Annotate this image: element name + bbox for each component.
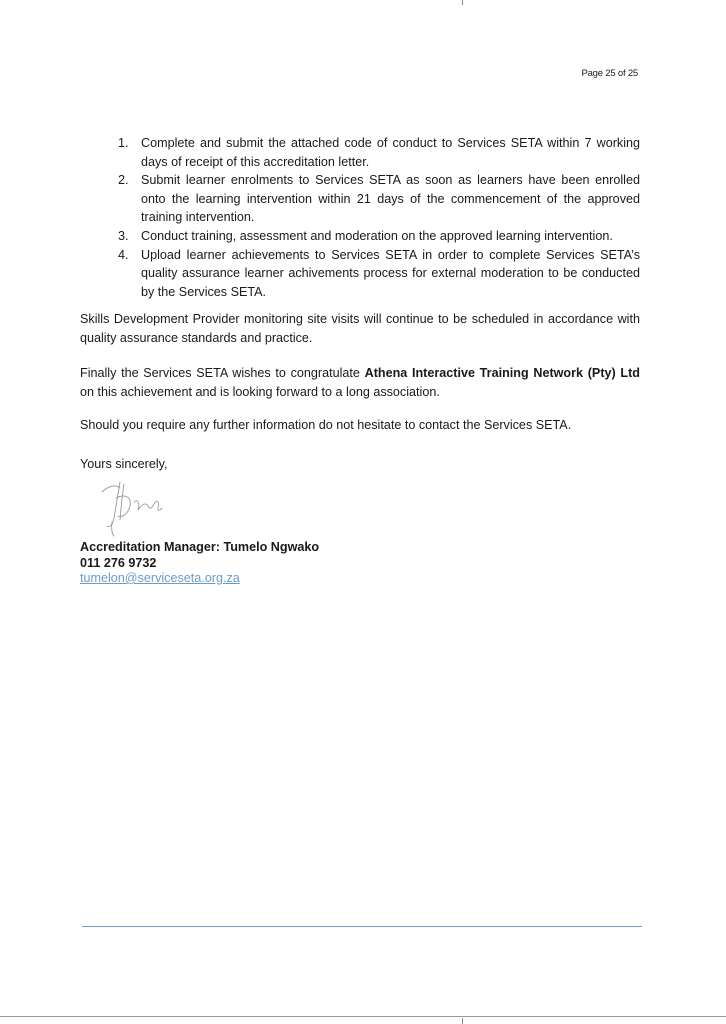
list-item-number: 3. bbox=[118, 228, 129, 243]
list-item-number: 2. bbox=[118, 173, 129, 188]
congratulations-paragraph bbox=[80, 364, 640, 401]
list-item bbox=[118, 227, 640, 246]
list-item bbox=[118, 134, 640, 171]
footer-divider bbox=[82, 926, 642, 927]
page-number: Page 25 of 25 bbox=[581, 68, 638, 79]
list-item-number: 1. bbox=[118, 136, 129, 150]
list-item-number: 4. bbox=[118, 247, 129, 262]
scan-mark-top bbox=[462, 0, 463, 5]
list-item-text: Submit learner enrolments to Services SETA as soon as learners have been enrolled onto the learning intervention within 21 days of the commencement of the approved training intervention. bbox=[141, 173, 640, 225]
signature-block bbox=[80, 540, 319, 587]
signatory-phone: 011 276 9732 bbox=[80, 555, 157, 570]
scan-mark-bottom bbox=[462, 1018, 463, 1024]
list-item-text: Complete and submit the attached code of conduct to Services SETA within 7 working days of receipt of this accreditation letter. bbox=[141, 136, 640, 169]
list-item-text: Upload learner achievements to Services SETA in order to complete Services SETA’s quality assurance learner achivements process for external moderation to be conducted by the Services SETA. bbox=[141, 247, 640, 299]
list-item-text: Conduct training, assessment and moderation on the approved learning intervention. bbox=[141, 228, 613, 243]
signatory-title: Accreditation Manager: Tumelo Ngwako bbox=[80, 540, 320, 554]
list-item bbox=[118, 246, 640, 302]
handwritten-signature bbox=[94, 478, 174, 540]
requirements-list bbox=[118, 134, 640, 301]
closing-salutation: Yours sincerely, bbox=[80, 457, 168, 471]
organisation-name: Athena Interactive Training Network (Pty) Ltd bbox=[364, 366, 640, 380]
congratulations-text-end: on this achievement and is looking forward to a long association. bbox=[80, 384, 440, 399]
monitoring-paragraph: Skills Development Provider monitoring site visits will continue to be scheduled in accordance with quality assurance standards and practice. bbox=[80, 312, 640, 345]
page-bottom-edge bbox=[0, 1016, 726, 1017]
congratulations-text-start: Finally the Services SETA wishes to congratulate bbox=[80, 366, 365, 380]
signatory-email-link[interactable]: tumelon@serviceseta.org.za bbox=[80, 571, 240, 585]
list-item bbox=[118, 171, 640, 227]
contact-paragraph: Should you require any further information do not hesitate to contact the Services SETA. bbox=[80, 418, 572, 432]
